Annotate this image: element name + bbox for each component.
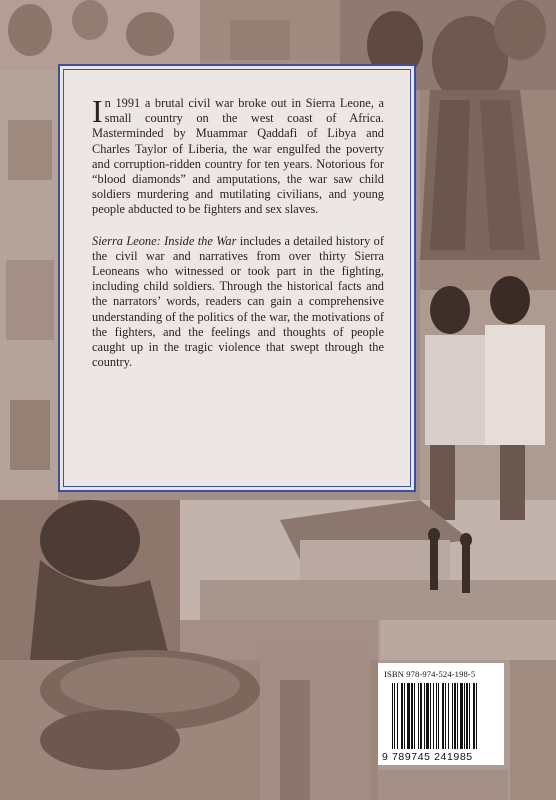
paragraph-1-text: n 1991 a brutal civil war broke out in Sierra Leone, a small country on the west coast of Africa. Masterminded by Muammar Qaddafi of Libya and Charles Taylor of Liberia, the war engulfed the poverty and corruption-ridden country for ten years. Notorious for “blood diamonds” and amputations, the war saw child soldiers murdering and mutilating civilians, and young people abducted to be fighters and sex slaves. bbox=[92, 96, 384, 217]
isbn-barcode-box bbox=[378, 663, 504, 765]
back-cover-blurb bbox=[92, 93, 384, 386]
paragraph-2-text: includes a detailed history of the civil war and narratives from over thirty Sierra Leoneans who witnessed or took part in the fighting, including child soldiers. Through the historical facts and the narrators’ words, readers can gain a comprehensive understanding of the politics of the war, the motivations of the fighters, and the feelings and thoughts of people caught up in the tragic violence that swept through the country. bbox=[92, 233, 384, 370]
blurb-paragraph-1 bbox=[92, 93, 384, 218]
blurb-paragraph-2 bbox=[92, 234, 384, 371]
barcode-icon bbox=[378, 663, 504, 765]
drop-cap: I bbox=[92, 93, 103, 129]
isbn-label: ISBN 978-974-524-198-5 bbox=[384, 669, 476, 679]
book-title-italic: Sierra Leone: Inside the War bbox=[92, 233, 237, 248]
barcode-digits: 9 789745 241985 bbox=[382, 751, 473, 763]
